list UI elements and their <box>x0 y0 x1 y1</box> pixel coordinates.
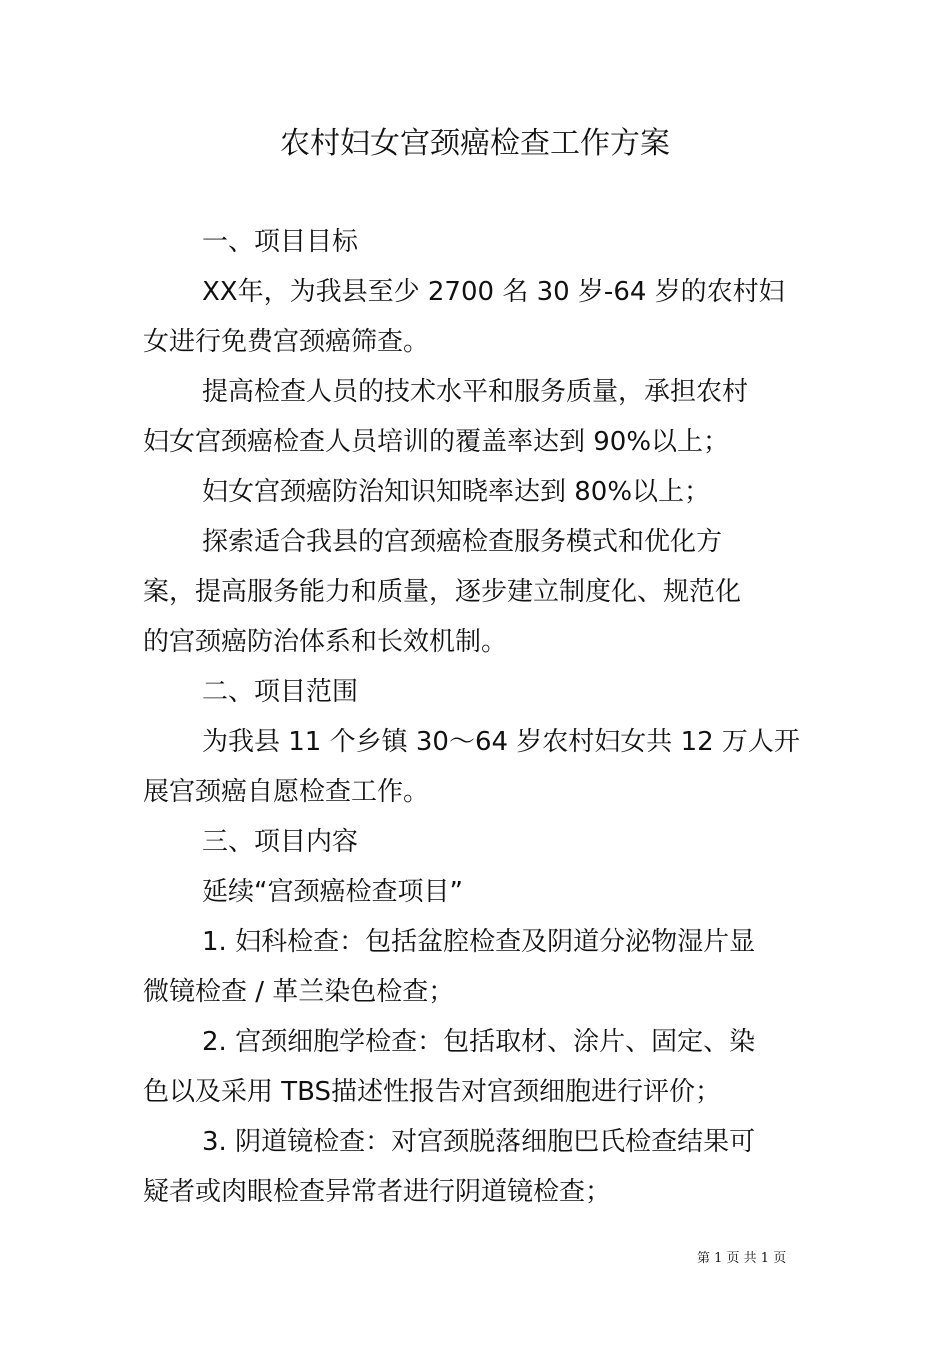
body-line: 延续“宫颈癌检查项目” <box>202 877 463 907</box>
body-line: 微镜检查 / 革兰染色检查； <box>143 977 455 1007</box>
body-line: 妇女宫颈癌防治知识知晓率达到 80%以上； <box>202 477 711 507</box>
body-line: 案，提高服务能力和质量，逐步建立制度化、规范化 <box>143 577 742 607</box>
body-line: 疑者或肉眼检查异常者进行阴道镜检查； <box>143 1177 612 1207</box>
body-line: 的宫颈癌防治体系和长效机制。 <box>143 627 508 657</box>
section-heading-content: 三、项目内容 <box>202 827 359 857</box>
list-item: 3. 阴道镜检查：对宫颈脱落细胞巴氏检查结果可 <box>202 1127 756 1157</box>
body-line: 妇女宫颈癌检查人员培训的覆盖率达到 90%以上； <box>143 427 730 457</box>
body-line: 女进行免费宫颈癌筛查。 <box>143 327 430 357</box>
body-line: 探索适合我县的宫颈癌检查服务模式和优化方 <box>202 527 723 557</box>
body-line: 展宫颈癌自愿检查工作。 <box>143 777 430 807</box>
body-line: XX年，为我县至少 2700 名 30 岁-64 岁的农村妇 <box>202 277 785 307</box>
body-line: 为我县 11 个乡镇 30～64 岁农村妇女共 12 万人开 <box>202 727 800 757</box>
section-heading-scope: 二、项目范围 <box>202 677 359 707</box>
document-title: 农村妇女宫颈癌检查工作方案 <box>280 126 670 161</box>
section-heading-goals: 一、项目目标 <box>202 227 359 257</box>
body-line: 提高检查人员的技术水平和服务质量，承担农村 <box>202 377 749 407</box>
list-item: 1. 妇科检查：包括盆腔检查及阴道分泌物湿片显 <box>202 927 756 957</box>
page-number: 第 1 页 共 1 页 <box>697 1251 787 1266</box>
list-item: 2. 宫颈细胞学检查：包括取材、涂片、固定、染 <box>202 1027 756 1057</box>
body-line: 色以及采用 TBS描述性报告对宫颈细胞进行评价； <box>143 1077 722 1107</box>
